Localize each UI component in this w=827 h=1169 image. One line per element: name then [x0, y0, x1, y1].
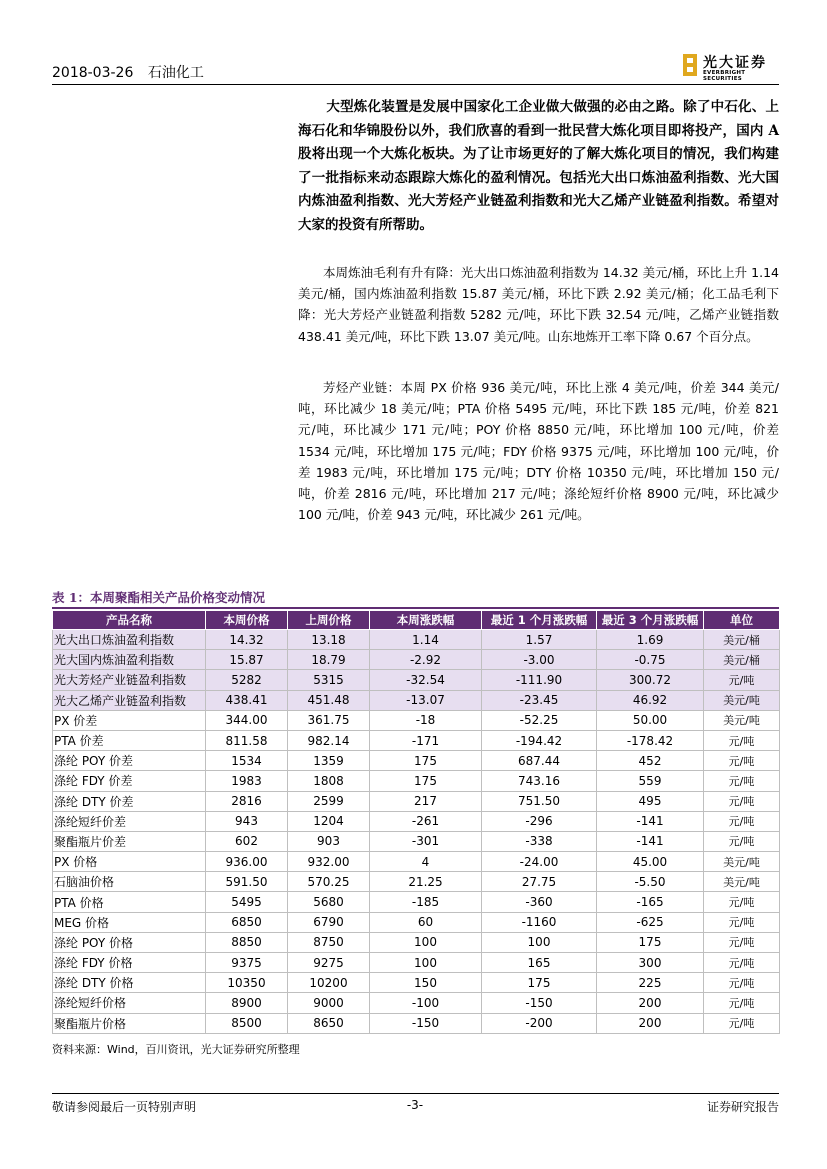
cell-this-week-price: 2816 — [206, 791, 288, 811]
cell-product-name: 涤纶 DTY 价差 — [53, 791, 206, 811]
cell-last-week-price: 6790 — [288, 912, 370, 932]
cell-3m-change: 300.72 — [597, 670, 704, 690]
cell-this-week-price: 1534 — [206, 751, 288, 771]
cell-weekly-change: -150 — [370, 1013, 482, 1033]
cell-unit: 元/吨 — [704, 791, 780, 811]
table-title: 表 1：本周聚酯相关产品价格变动情况 — [52, 590, 266, 605]
cell-product-name: 光大国内炼油盈利指数 — [53, 650, 206, 670]
cell-3m-change: -5.50 — [597, 872, 704, 892]
logo-name-en: EVERBRIGHT SECURITIES — [703, 70, 746, 82]
cell-unit: 元/吨 — [704, 831, 780, 851]
cell-this-week-price: 936.00 — [206, 852, 288, 872]
cell-product-name: PX 价格 — [53, 852, 206, 872]
cell-this-week-price: 438.41 — [206, 690, 288, 710]
cell-last-week-price: 5680 — [288, 892, 370, 912]
report-header — [52, 62, 214, 82]
cell-weekly-change: -261 — [370, 811, 482, 831]
table-row — [53, 912, 780, 932]
body-paragraph-aromatics: 芳烃产业链：本周 PX 价格 936 美元/吨，环比上涨 4 美元/吨，价差 344 美元/吨，环比减少 18 美元/吨；PTA 价格 5495 元/吨，环比下跌 185 元/吨，价差 821 元/吨，环比减少 171 元/吨；POY 价格 8850 元/吨，环比增加 100 元/吨，价差 1534 元/吨，环比增加 175 元/吨；FDY 价格 9375 元/吨，环比增加 100 元/吨，价差 1983 元/吨，环比增加 175 元/吨；DTY 价格 10350 元/吨，环比增加 150 元/吨，价差 2816 元/吨，环比增加 217 元/吨；涤纶短纤价格 8900 元/吨，环比减少 100 元/吨，价差 943 元/吨，环比减少 261 元/吨。 — [298, 380, 779, 523]
table-header-row — [53, 611, 780, 630]
cell-1m-change: 687.44 — [482, 751, 597, 771]
table-row — [53, 993, 780, 1013]
cell-last-week-price: 1359 — [288, 751, 370, 771]
header-weekly-change: 本周涨跌幅 — [370, 611, 482, 630]
cell-last-week-price: 932.00 — [288, 852, 370, 872]
cell-3m-change: 1.69 — [597, 630, 704, 650]
cell-product-name: 光大乙烯产业链盈利指数 — [53, 690, 206, 710]
cell-last-week-price: 451.48 — [288, 690, 370, 710]
cell-unit: 元/吨 — [704, 993, 780, 1013]
cell-product-name: PTA 价差 — [53, 730, 206, 750]
cell-unit: 美元/桶 — [704, 630, 780, 650]
cell-product-name: 涤纶短纤价格 — [53, 993, 206, 1013]
table-row — [53, 771, 780, 791]
cell-last-week-price: 1204 — [288, 811, 370, 831]
cell-3m-change: 559 — [597, 771, 704, 791]
cell-last-week-price: 1808 — [288, 771, 370, 791]
header-last-week-price: 上周价格 — [288, 611, 370, 630]
report-sector: 石油化工 — [147, 65, 204, 81]
cell-3m-change: -0.75 — [597, 650, 704, 670]
price-change-table — [52, 610, 780, 1034]
cell-3m-change: -141 — [597, 831, 704, 851]
table-source-note: 资料来源：Wind，百川资讯，光大证券研究所整理 — [52, 1043, 300, 1056]
cell-unit: 美元/桶 — [704, 650, 780, 670]
table-row — [53, 650, 780, 670]
cell-weekly-change: 175 — [370, 751, 482, 771]
cell-1m-change: -1160 — [482, 912, 597, 932]
table-title-divider — [52, 607, 779, 609]
cell-3m-change: 175 — [597, 932, 704, 952]
footer-disclaimer: 敬请参阅最后一页特别声明 — [52, 1100, 197, 1114]
header-divider — [52, 84, 779, 85]
cell-weekly-change: -100 — [370, 993, 482, 1013]
cell-3m-change: 300 — [597, 953, 704, 973]
cell-1m-change: -24.00 — [482, 852, 597, 872]
cell-last-week-price: 903 — [288, 831, 370, 851]
cell-3m-change: 200 — [597, 1013, 704, 1033]
cell-3m-change: 495 — [597, 791, 704, 811]
cell-1m-change: -111.90 — [482, 670, 597, 690]
cell-product-name: PTA 价格 — [53, 892, 206, 912]
cell-this-week-price: 602 — [206, 831, 288, 851]
cell-product-name: 涤纶短纤价差 — [53, 811, 206, 831]
cell-product-name: 光大出口炼油盈利指数 — [53, 630, 206, 650]
table-row — [53, 1013, 780, 1033]
table-row — [53, 831, 780, 851]
body-paragraph-refining: 本周炼油毛利有升有降：光大出口炼油盈利指数为 14.32 美元/桶，环比上升 1.14 美元/桶，国内炼油盈利指数 15.87 美元/桶，环比下跌 2.92 美元/桶；化工品毛利下降：光大芳烃产业链盈利指数 5282 元/吨，环比下跌 32.54 元/吨，乙烯产业链指数 438.41 美元/吨，环比下跌 13.07 美元/吨。山东地炼开工率下降 0.67 个百分点。 — [298, 265, 779, 344]
cell-product-name: 聚酯瓶片价差 — [53, 831, 206, 851]
cell-weekly-change: 1.14 — [370, 630, 482, 650]
table-row — [53, 670, 780, 690]
cell-unit: 元/吨 — [704, 932, 780, 952]
header-1m-change: 最近 1 个月涨跌幅 — [482, 611, 597, 630]
cell-this-week-price: 8850 — [206, 932, 288, 952]
cell-last-week-price: 8750 — [288, 932, 370, 952]
table-row — [53, 892, 780, 912]
cell-unit: 元/吨 — [704, 771, 780, 791]
cell-product-name: 涤纶 POY 价差 — [53, 751, 206, 771]
table-row — [53, 953, 780, 973]
cell-3m-change: 452 — [597, 751, 704, 771]
cell-unit: 美元/吨 — [704, 852, 780, 872]
table-row — [53, 690, 780, 710]
logo-name-cn: 光大证券 — [703, 55, 767, 71]
cell-last-week-price: 5315 — [288, 670, 370, 690]
cell-weekly-change: 60 — [370, 912, 482, 932]
cell-product-name: 光大芳烃产业链盈利指数 — [53, 670, 206, 690]
cell-3m-change: 50.00 — [597, 710, 704, 730]
cell-weekly-change: -18 — [370, 710, 482, 730]
cell-last-week-price: 570.25 — [288, 872, 370, 892]
cell-weekly-change: 217 — [370, 791, 482, 811]
table-row — [53, 872, 780, 892]
header-product-name: 产品名称 — [53, 611, 206, 630]
cell-product-name: 涤纶 FDY 价差 — [53, 771, 206, 791]
cell-weekly-change: 21.25 — [370, 872, 482, 892]
cell-this-week-price: 6850 — [206, 912, 288, 932]
cell-unit: 元/吨 — [704, 973, 780, 993]
cell-1m-change: -150 — [482, 993, 597, 1013]
company-logo — [683, 52, 778, 80]
cell-1m-change: 751.50 — [482, 791, 597, 811]
cell-unit: 元/吨 — [704, 953, 780, 973]
cell-last-week-price: 982.14 — [288, 730, 370, 750]
cell-1m-change: 1.57 — [482, 630, 597, 650]
cell-3m-change: 225 — [597, 973, 704, 993]
cell-1m-change: -3.00 — [482, 650, 597, 670]
cell-3m-change: 200 — [597, 993, 704, 1013]
cell-this-week-price: 9375 — [206, 953, 288, 973]
report-date: 2018-03-26 — [52, 65, 134, 81]
cell-3m-change: -165 — [597, 892, 704, 912]
table-row — [53, 751, 780, 771]
cell-3m-change: -141 — [597, 811, 704, 831]
table-row — [53, 973, 780, 993]
table-row — [53, 710, 780, 730]
footer-report-type: 证券研究报告 — [706, 1100, 779, 1114]
cell-this-week-price: 1983 — [206, 771, 288, 791]
cell-weekly-change: 150 — [370, 973, 482, 993]
cell-product-name: 涤纶 DTY 价格 — [53, 973, 206, 993]
cell-last-week-price: 18.79 — [288, 650, 370, 670]
cell-1m-change: -200 — [482, 1013, 597, 1033]
cell-last-week-price: 9275 — [288, 953, 370, 973]
cell-weekly-change: 100 — [370, 953, 482, 973]
cell-1m-change: -52.25 — [482, 710, 597, 730]
cell-product-name: 涤纶 FDY 价格 — [53, 953, 206, 973]
cell-unit: 元/吨 — [704, 1013, 780, 1033]
cell-3m-change: 45.00 — [597, 852, 704, 872]
header-unit: 单位 — [704, 611, 780, 630]
cell-product-name: 涤纶 POY 价格 — [53, 932, 206, 952]
cell-weekly-change: -185 — [370, 892, 482, 912]
cell-this-week-price: 5495 — [206, 892, 288, 912]
footer-divider — [52, 1093, 779, 1094]
table-row — [53, 852, 780, 872]
header-3m-change: 最近 3 个月涨跌幅 — [597, 611, 704, 630]
cell-this-week-price: 10350 — [206, 973, 288, 993]
cell-product-name: 聚酯瓶片价格 — [53, 1013, 206, 1033]
cell-last-week-price: 8650 — [288, 1013, 370, 1033]
cell-1m-change: -338 — [482, 831, 597, 851]
header-this-week-price: 本周价格 — [206, 611, 288, 630]
cell-1m-change: 175 — [482, 973, 597, 993]
cell-product-name: PX 价差 — [53, 710, 206, 730]
cell-weekly-change: -13.07 — [370, 690, 482, 710]
logo-mark-icon — [683, 54, 697, 76]
cell-1m-change: -360 — [482, 892, 597, 912]
cell-weekly-change: 4 — [370, 852, 482, 872]
cell-last-week-price: 2599 — [288, 791, 370, 811]
cell-this-week-price: 14.32 — [206, 630, 288, 650]
table-row — [53, 791, 780, 811]
cell-product-name: MEG 价格 — [53, 912, 206, 932]
cell-this-week-price: 5282 — [206, 670, 288, 690]
cell-last-week-price: 10200 — [288, 973, 370, 993]
cell-last-week-price: 9000 — [288, 993, 370, 1013]
cell-unit: 美元/吨 — [704, 690, 780, 710]
cell-weekly-change: 100 — [370, 932, 482, 952]
table-row — [53, 811, 780, 831]
table-row — [53, 932, 780, 952]
cell-last-week-price: 361.75 — [288, 710, 370, 730]
cell-1m-change: -194.42 — [482, 730, 597, 750]
cell-1m-change: 743.16 — [482, 771, 597, 791]
cell-1m-change: -23.45 — [482, 690, 597, 710]
cell-unit: 美元/吨 — [704, 872, 780, 892]
cell-this-week-price: 8500 — [206, 1013, 288, 1033]
cell-unit: 美元/吨 — [704, 710, 780, 730]
cell-last-week-price: 13.18 — [288, 630, 370, 650]
cell-3m-change: -178.42 — [597, 730, 704, 750]
cell-this-week-price: 811.58 — [206, 730, 288, 750]
cell-unit: 元/吨 — [704, 730, 780, 750]
cell-weekly-change: 175 — [370, 771, 482, 791]
cell-weekly-change: -171 — [370, 730, 482, 750]
cell-1m-change: -296 — [482, 811, 597, 831]
cell-weekly-change: -32.54 — [370, 670, 482, 690]
intro-paragraph: 大型炼化装置是发展中国家化工企业做大做强的必由之路。除了中石化、上海石化和华锦股份以外，我们欣喜的看到一批民营大炼化项目即将投产，国内 A 股将出现一个大炼化板块。为了让市场更好的了解大炼化项目的情况，我们构建了一批指标来动态跟踪大炼化的盈利情况。包括光大出口炼油盈利指数、光大国内炼油盈利指数、光大芳烃产业链盈利指数和光大乙烯产业链盈利指数。希望对大家的投资有所帮助。 — [298, 99, 779, 233]
cell-unit: 元/吨 — [704, 912, 780, 932]
cell-product-name: 石脑油价格 — [53, 872, 206, 892]
cell-1m-change: 165 — [482, 953, 597, 973]
cell-3m-change: -625 — [597, 912, 704, 932]
cell-1m-change: 27.75 — [482, 872, 597, 892]
cell-this-week-price: 344.00 — [206, 710, 288, 730]
cell-this-week-price: 943 — [206, 811, 288, 831]
cell-weekly-change: -2.92 — [370, 650, 482, 670]
cell-this-week-price: 591.50 — [206, 872, 288, 892]
cell-3m-change: 46.92 — [597, 690, 704, 710]
table-row — [53, 730, 780, 750]
table-row — [53, 630, 780, 650]
cell-1m-change: 100 — [482, 932, 597, 952]
cell-unit: 元/吨 — [704, 751, 780, 771]
cell-weekly-change: -301 — [370, 831, 482, 851]
cell-unit: 元/吨 — [704, 892, 780, 912]
page-number: -3- — [406, 1098, 424, 1112]
cell-unit: 元/吨 — [704, 670, 780, 690]
cell-unit: 元/吨 — [704, 811, 780, 831]
cell-this-week-price: 8900 — [206, 993, 288, 1013]
cell-this-week-price: 15.87 — [206, 650, 288, 670]
